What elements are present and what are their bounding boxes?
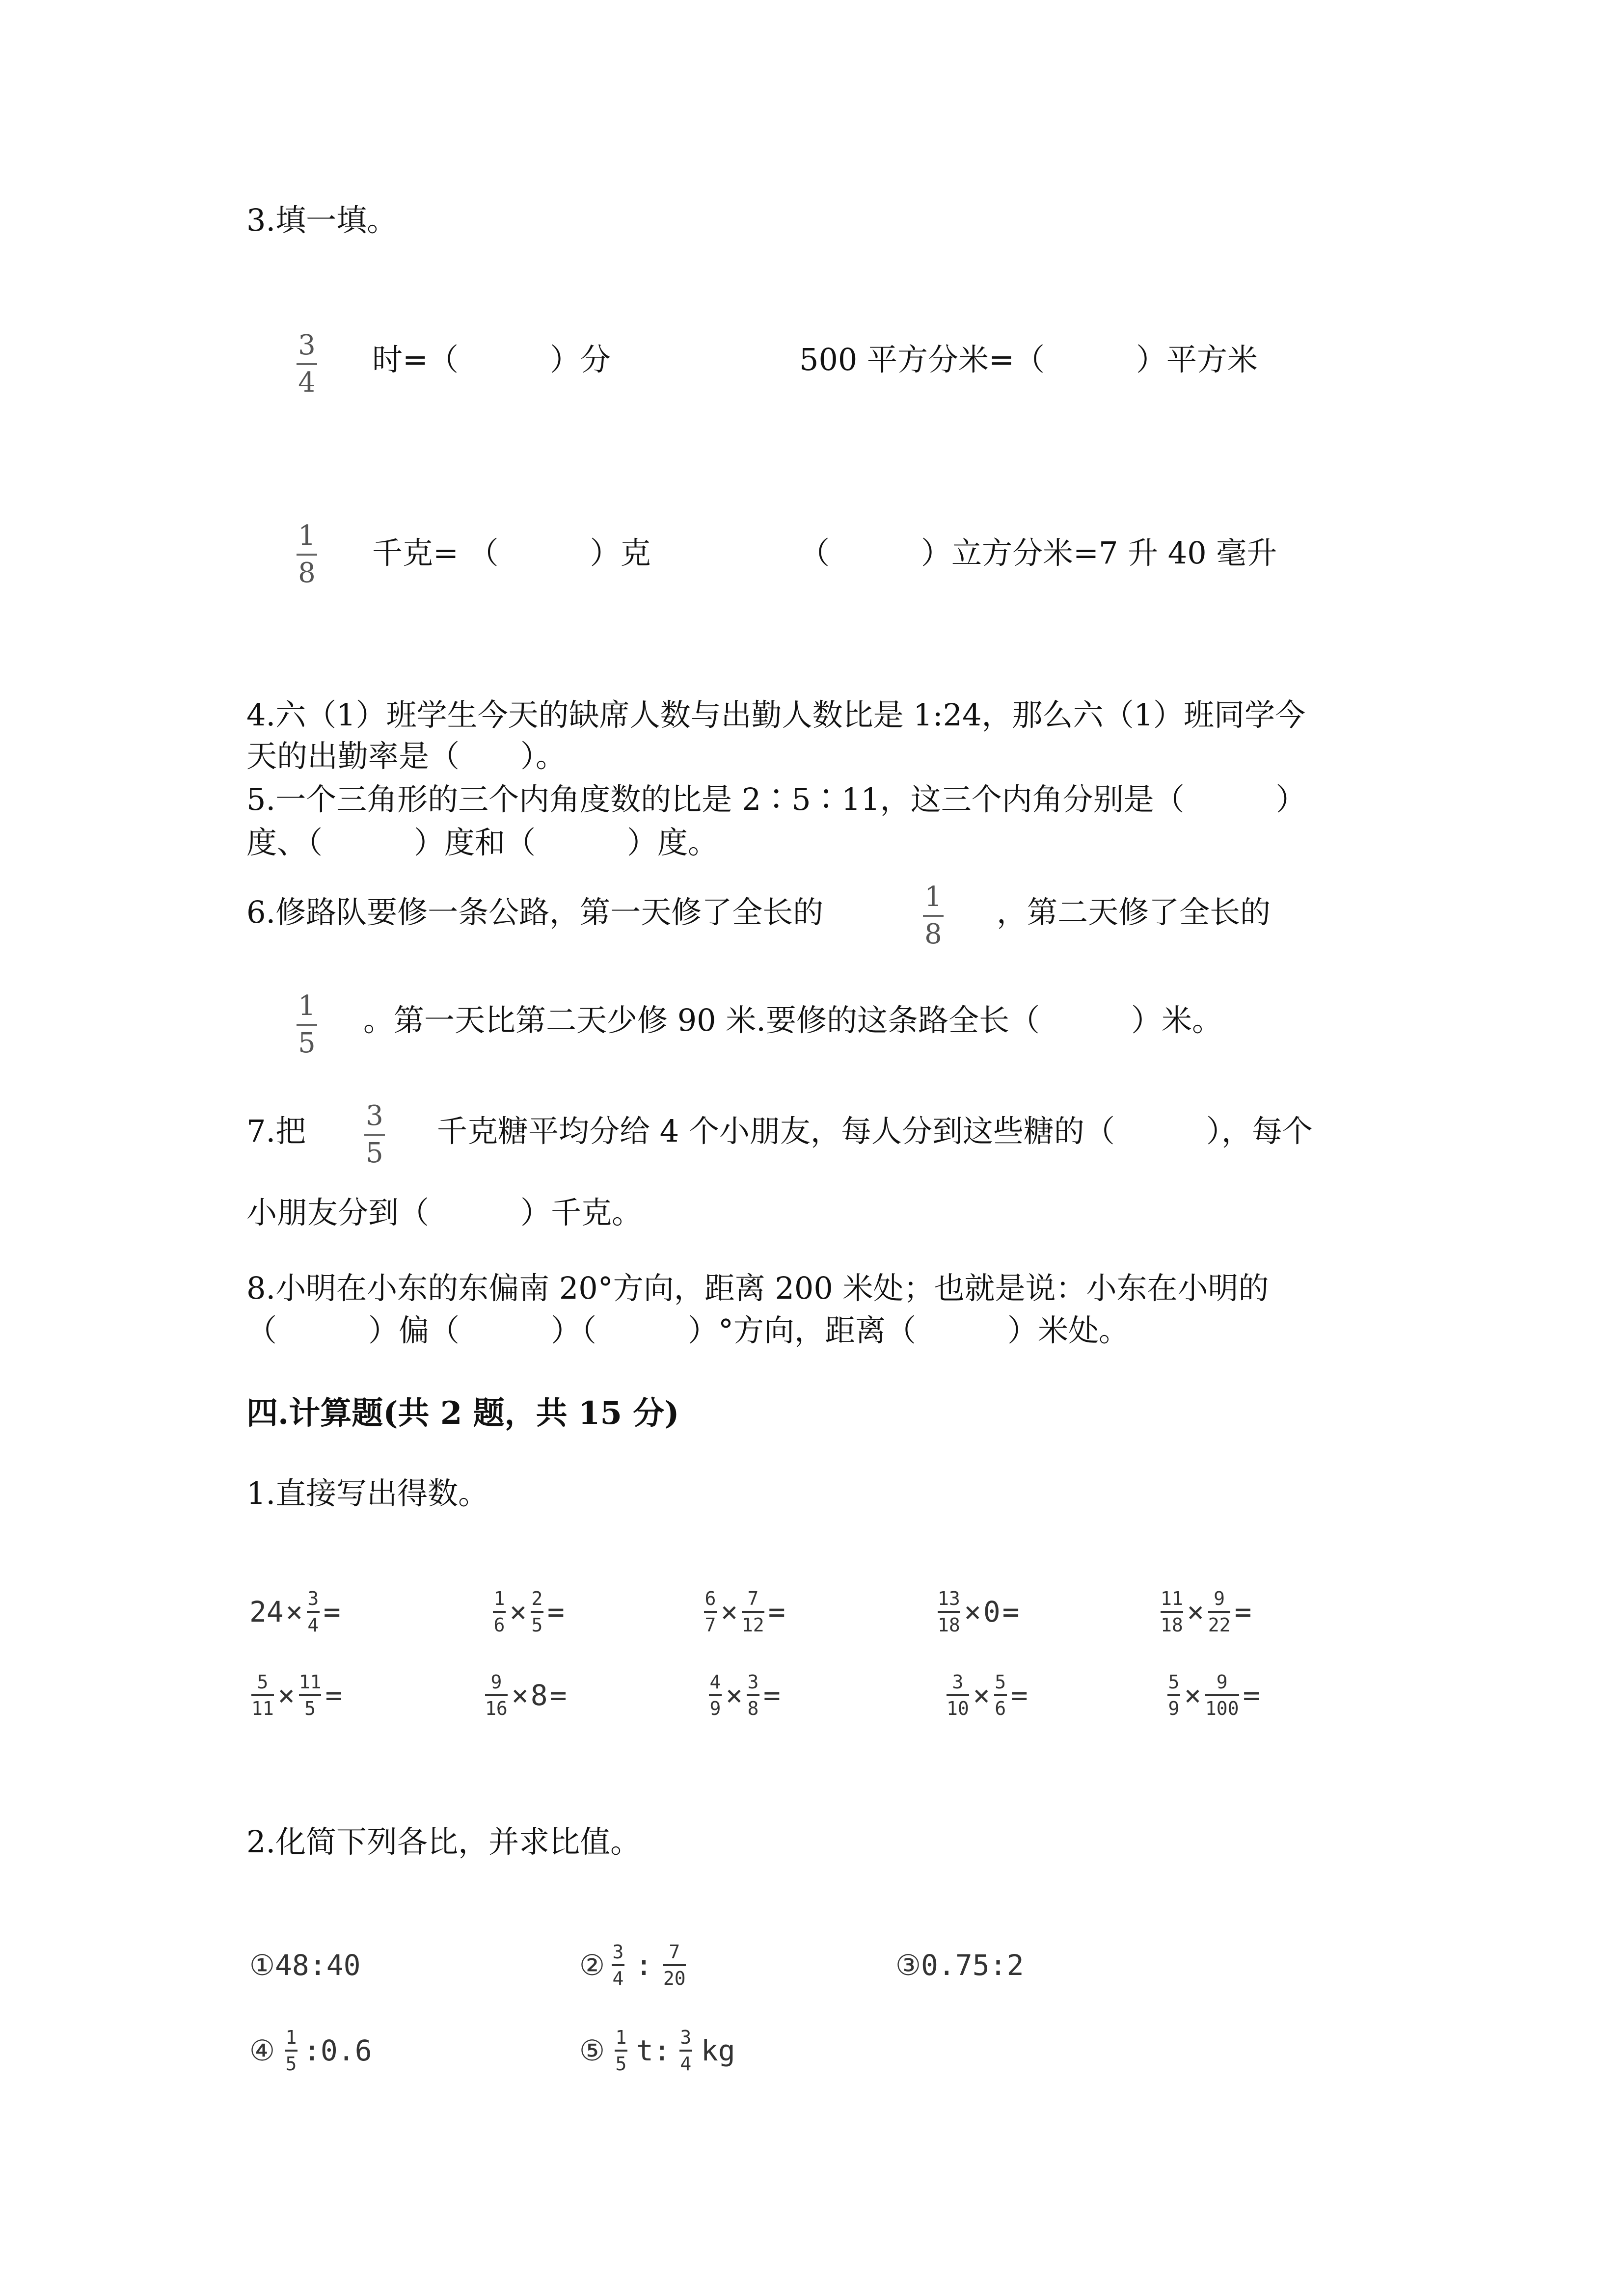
section-heading: 四.计算题(共 2 题，共 15 分) [246, 1395, 679, 1432]
calc-item-10: 5 9 × 9 100 = [1168, 1671, 1260, 1719]
q6-fraction-1: 1 8 [923, 883, 944, 948]
q5-line1: 5.一个三角形的三个内角度数的比是 2∶5∶11，这三个内角分别是（ ） [246, 781, 1306, 817]
fraction: 3 8 [747, 1671, 759, 1719]
calc-item-5: 11 18 × 9 22 = [1161, 1588, 1252, 1636]
fraction: 9 16 [485, 1671, 508, 1719]
fraction: 13 18 [938, 1588, 960, 1636]
fraction: 4 9 [709, 1671, 721, 1719]
calc1-title: 1.直接写出得数。 [246, 1475, 489, 1511]
q7-part2: 千克糖平均分给 4 个小朋友，每人分到这些糖的（ ），每个 [437, 1113, 1313, 1149]
q6-fraction-2: 1 5 [297, 992, 317, 1057]
fraction: 1 5 [285, 2027, 297, 2075]
q6-part2: ，第二天修了全长的 [997, 894, 1271, 930]
fraction: 3 10 [947, 1671, 969, 1719]
q3-item-a-text: 时=（ ）分 [372, 342, 611, 377]
fraction: 5 9 [1168, 1671, 1180, 1719]
fraction: 5 11 [251, 1671, 274, 1719]
ratio-item-1: ①48:40 [249, 1949, 361, 1982]
fraction: 9 22 [1208, 1588, 1231, 1636]
q3-fraction-a: 3 4 [297, 332, 317, 397]
fraction: 3 4 [307, 1588, 319, 1636]
fraction: 1 6 [493, 1588, 505, 1636]
q7-fraction: 3 5 [364, 1102, 385, 1167]
calc-item-8: 4 9 × 3 8 = [709, 1671, 781, 1719]
fraction: 3 4 [680, 2027, 692, 2075]
fraction: 7 12 [741, 1588, 764, 1636]
ratio-item-2: ② 3 4 : 7 20 [579, 1941, 686, 1989]
q4-line1: 4.六（1）班学生今天的缺席人数与出勤人数比是 1:24，那么六（1）班同学今 [246, 697, 1305, 733]
q6-part1: 6.修路队要修一条公路，第一天修了全长的 [246, 894, 824, 930]
ratio-item-5: ⑤ 1 5 t: 3 4 kg [579, 2027, 735, 2075]
q7-part1: 7.把 [246, 1113, 306, 1149]
q6-part3: 。第一天比第二天少修 90 米.要修的这条路全长（ ）米。 [363, 1002, 1223, 1038]
q3-item-c-text: 千克= （ ）克 [372, 535, 651, 571]
calc-item-2: 1 6 × 2 5 = [493, 1588, 565, 1636]
calc-item-9: 3 10 × 5 6 = [947, 1671, 1028, 1719]
q4-line2: 天的出勤率是（ ）。 [246, 738, 567, 774]
calc2-title: 2.化简下列各比，并求比值。 [246, 1824, 641, 1860]
calc-item-4: 13 18 × 0 = [938, 1588, 1020, 1636]
fraction: 2 5 [531, 1588, 543, 1636]
ratio-item-4: ④ 1 5 :0.6 [249, 2027, 372, 2075]
q5-line2: 度、（ ）度和（ ）度。 [246, 825, 719, 860]
q8-line1: 8.小明在小东的东偏南 20°方向，距离 200 米处；也就是说：小东在小明的 [246, 1270, 1269, 1306]
calc-item-6: 5 11 × 11 5 = [251, 1671, 343, 1719]
fraction: 9 100 [1205, 1671, 1239, 1719]
q3-fraction-c: 1 8 [297, 522, 317, 587]
ratio-item-3: ③0.75:2 [895, 1949, 1024, 1982]
fraction: 6 7 [704, 1588, 716, 1636]
calc-item-1: 24 × 3 4 = [249, 1588, 341, 1636]
q3-item-d-text: （ ）立方分米=7 升 40 毫升 [799, 535, 1277, 571]
q3-item-b-text: 500 平方分米=（ ）平方米 [799, 342, 1258, 377]
fraction: 5 6 [995, 1671, 1006, 1719]
calc-item-3: 6 7 × 7 12 = [704, 1588, 785, 1636]
q7-line2: 小朋友分到（ ）千克。 [246, 1195, 643, 1230]
fraction: 11 18 [1161, 1588, 1183, 1636]
fraction: 11 5 [298, 1671, 322, 1719]
calc-item-7: 9 16 × 8 = [485, 1671, 567, 1719]
q8-line2: （ ）偏（ ）（ ）°方向，距离（ ）米处。 [246, 1312, 1130, 1348]
fraction: 1 5 [615, 2027, 627, 2075]
fraction: 3 4 [612, 1941, 624, 1989]
q3-title: 3.填一填。 [246, 202, 398, 238]
fraction: 7 20 [663, 1941, 686, 1989]
